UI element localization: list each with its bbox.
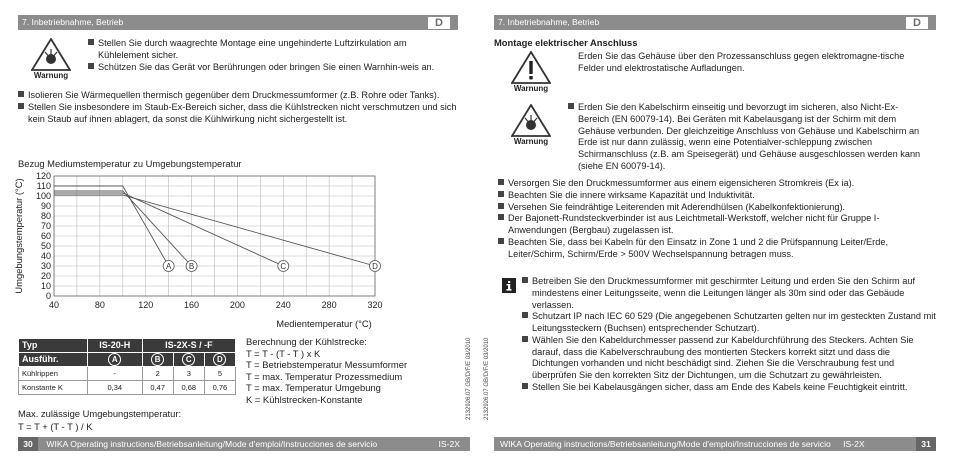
table-header: IS-2X-S / -F [142, 339, 235, 353]
table-header: Ausführ. [19, 353, 88, 367]
calc-line: T = max. Temperatur Umgebung [246, 382, 381, 393]
warning-label: Warnung [513, 137, 549, 146]
y-tick-label: 120 [35, 171, 51, 181]
series-label: D [372, 262, 378, 271]
calc-title: Berechnung der Kühlstrecke: [246, 336, 367, 347]
y-tick-label: 60 [40, 231, 51, 241]
left-page-header [18, 15, 458, 30]
y-tick-label: 110 [36, 181, 51, 191]
cooling-table [18, 338, 236, 395]
table-header-row [19, 353, 236, 367]
header-title: 7. Inbetriebnahme, Betrieb [22, 17, 124, 27]
series-label: C [280, 262, 287, 271]
electrical-list [498, 178, 930, 260]
cooling-calculation [246, 336, 456, 405]
series-label: A [165, 262, 172, 271]
x-tick-label: 120 [138, 300, 154, 310]
list-item: Beachten Sie, dass bei Kabeln für den Einsatz in Zone 1 und 2 die Prüfspannung Leiter/Erde, Leiter/Schirm, Schirm/Erde > 500V Wechselspannung betragen muss. [498, 237, 930, 261]
y-tick-label: 40 [40, 251, 51, 261]
y-tick-label: 10 [40, 281, 51, 291]
page-number: 31 [916, 437, 936, 451]
warning-label: Warnung [33, 71, 69, 80]
info-list [18, 90, 460, 125]
right-page-header [494, 15, 936, 30]
list-item: Stellen Sie insbesondere im Staub-Ex-Bereich sicher, dass die Kühlstrecken nicht verschmutzen und sich kein Staub auf ihnen ablagert, da sonst die Kühlwirkung nicht sichergestellt ist. [18, 102, 460, 126]
y-tick-label: 0 [45, 291, 51, 301]
info-icon [502, 278, 516, 293]
calc-line: T = T - (T - T ) x K [246, 347, 321, 359]
x-tick-label: 80 [94, 300, 105, 310]
x-tick-label: 320 [367, 300, 383, 310]
x-tick-label: 200 [229, 300, 245, 310]
chart-caption: Bezug Mediumstemperatur zu Umgebungstemperatur [18, 158, 242, 169]
info-list [522, 276, 936, 394]
list-item: Schutzart IP nach IEC 60 529 (Die angegebenen Schutzarten gelten nur im gesteckten Zustand mit Leitungssteckern (Buchsen) entsprechender Schutzart). [522, 311, 936, 335]
list-item: Versorgen Sie den Druckmessumformer aus einem eigensicheren Stromkreis (Ex ia). [498, 178, 930, 190]
list-item: Versehen Sie feindrähtige Leiterenden mit Aderendhülsen (Kabelkonfektionierung). [498, 202, 930, 214]
list-item: Betreiben Sie den Druckmessumformer mit geschirmter Leitung und erden Sie den Schirm auf mindestens einer Leitungsseite, wenn die Leitungen länger als 30m sind oder das Gebäude verlassen. [522, 276, 936, 311]
variant-badge: B [151, 353, 164, 366]
y-tick-label: 80 [40, 211, 51, 221]
right-footer [494, 437, 936, 451]
y-tick-label: 100 [35, 191, 51, 201]
list-item: Schützen Sie das Gerät vor Berührungen oder bringen Sie einen Warnhin-weis an. [88, 62, 460, 74]
x-tick-label: 240 [275, 300, 291, 310]
footer-text: WIKA Operating instructions/Betriebsanleitung/Mode d'emploi/Instrucciones de servicio [500, 439, 831, 449]
list-item: Beachten Sie die innere wirksame Kapazität und Induktivität. [498, 190, 930, 202]
chart-ylabel: Umgebungstemperatur (°C) [13, 178, 24, 294]
calc-line: T = max. Temperatur Prozessmedium [246, 370, 403, 382]
y-tick-label: 70 [40, 221, 51, 231]
warning-text: Erden Sie das Gehäuse über den Prozessanschluss gegen elektromagne-tische Felder und elektrostatische Aufladungen. [578, 51, 905, 73]
variant-badge: A [108, 353, 121, 366]
x-tick-label: 40 [48, 300, 60, 310]
variant-badge: D [213, 353, 226, 366]
y-tick-label: 20 [40, 271, 51, 281]
section-title: Montage elektrischer Anschluss [494, 37, 638, 48]
doc-code: 2132926.07 GB/D/F/E 03/2010 [466, 337, 472, 420]
table-header-row [19, 339, 236, 353]
y-tick-label: 50 [40, 241, 51, 251]
table-header: IS-20-H [87, 339, 142, 353]
variant-badge: C [182, 353, 195, 366]
footer-model: IS-2X [438, 439, 460, 449]
page-number: 30 [18, 437, 38, 451]
list-item: Erden Sie den Kabelschirm einseitig und bevorzugt im sicheren, also Nicht-Ex-Bereich (EN 60079-14). Bei Geräten mit Kabelausgang ist der Schirm mit dem Gehäuse verbunden. Der gleichzeitige Anschluss von Gehäuse und Kabelschirm an Erde ist nur dann zulässig, wenn eine Potentialver-schleppung zwischen Schirmanschluss (z.B. am Speisegerät) und Gehäuse ausgeschlossen werden kann (siehe EN 60079-14). [568, 102, 928, 173]
footer-model: IS-2X [843, 439, 865, 449]
list-item: Stellen Sie durch waagrechte Montage eine ungehinderte Luftzirkulation am Kühlelement sicher. [88, 38, 460, 62]
max-temp-title: Max. zulässige Umgebungstemperatur: [18, 408, 182, 419]
warning-icon [508, 104, 554, 147]
list-item: Stellen Sie bei Kabelausgängen sicher, dass am Ende des Kabels keine Feuchtigkeit eintritt. [522, 382, 936, 394]
x-tick-label: 160 [184, 300, 200, 310]
warning-exclamation-icon [508, 51, 554, 94]
chart-xlabel: Medientemperatur (°C) [276, 318, 372, 329]
temperature-chart [0, 166, 460, 332]
header-title: 7. Inbetriebnahme, Betrieb [498, 17, 600, 27]
language-badge: D [906, 17, 928, 29]
language-badge: D [428, 17, 450, 29]
table-row: Konstante K 0,34 0,47 0,68 0,76 [19, 381, 236, 395]
list-item: Wählen Sie den Kabeldurchmesser passend zur Kabeldurchführung des Steckers. Achten Sie darauf, dass die Kabelverschraubung des montierten Steckers korrekt sitzt und dass die Dichtungen vorhanden und nicht beschädigt sind. Ziehen Sie die Verschraubung fest und überprüfen Sie den korrekten Sitz der Dichtungen, um die Schutzart zu gewährleisten. [522, 335, 936, 382]
warning-list [88, 38, 460, 73]
footer-text: WIKA Operating instructions/Betriebsanleitung/Mode d'emploi/Instrucciones de servicio [46, 439, 378, 449]
warning-label: Warnung [513, 84, 549, 93]
warning-list [568, 102, 928, 173]
x-tick-label: 280 [321, 300, 337, 310]
table-header: Typ [19, 339, 88, 353]
left-footer [18, 437, 470, 451]
y-tick-label: 90 [40, 201, 51, 211]
calc-line: T = Betriebstemperatur Messumformer [246, 359, 408, 370]
list-item: Isolieren Sie Wärmequellen thermisch gegenüber dem Druckmessumformer (z.B. Rohre oder Tanks). [18, 90, 460, 102]
doc-code: 2132926.07 GB/D/F/E 03/2010 [484, 337, 490, 420]
max-temp-formula: T = T + (T - T ) / K [18, 421, 93, 432]
series-label: B [188, 262, 195, 271]
y-tick-label: 30 [40, 261, 51, 271]
list-item: Der Bajonett-Rundsteckverbinder ist aus Leichtmetall-Werkstoff, welcher nicht für Gruppe I-Anwendungen (Bergbau) zugelassen ist. [498, 213, 930, 237]
calc-line: K = Kühlstrecken-Konstante [246, 393, 363, 405]
warning-icon [28, 38, 74, 81]
table-row: Kühlrippen - 2 3 5 [19, 367, 236, 381]
